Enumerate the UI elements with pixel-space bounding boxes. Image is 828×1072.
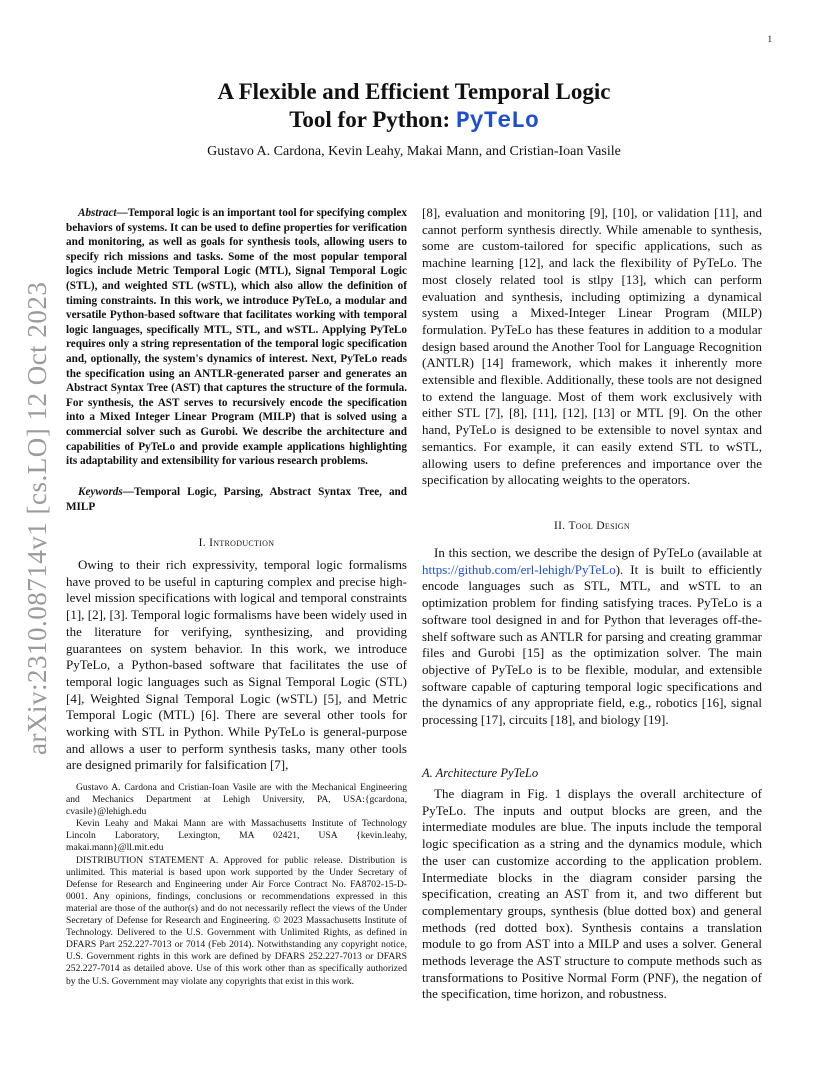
title-prefix: Tool for Python:	[289, 107, 456, 132]
footnote	[66, 782, 407, 988]
architecture-paragraph: The diagram in Fig. 1 displays the overall architecture of PyTeLo. The inputs and output blocks are green, and the intermediate modules are blue. The inputs include the temporal logic specification as a string and the dynamics module, which the user can customize according to the application problem. Intermediate blocks in the diagram consider parsing the specification, creating an AST from it, and two different but complementary groups, synthesis (blue dotted box) and general methods (red dotted box). Synthesis contains a translation module to go from AST into a MILP and uses a solver. General methods leverage the AST structure to compute methods such as transformations to Positive Normal Form (PNF), the negation of the specification, time horizon, and robustness.	[422, 786, 762, 1002]
abstract	[66, 206, 407, 469]
tool-design-text-b: ). It is built to efficiently encode languages such as STL, MTL, and wSTL to an optimization problem for finding satisfying traces. PyTeLo is a software tool designed in and for Python that leverages off-the-shelf software such as ANTLR for parsing and creating grammar files and Gurobi [15] as the optimization solver. The main objective of PyTeLo is to be flexible, modular, and extensible software capable of capturing temporal logic specifications and the dynamics of any appropriate field, e.g., robotics [16], signal processing [17], circuits [18], and biology [19].	[422, 561, 762, 728]
keywords-text: —Temporal Logic, Parsing, Abstract Syntax Tree, and MILP	[66, 486, 407, 513]
related-work-paragraph: [8], evaluation and monitoring [9], [10], or validation [11], and cannot perform synthesis directly. While amenable to synthesis, some are custom-tailored for specific applications, such as machine learning [12], and lack the flexibility of PyTeLo. The most closely related tool is stlpy [13], which can perform evaluation and synthesis, including optimizing a dynamical system using a Mixed-Integer Linear Program (MILP) formulation. PyTeLo has these features in addition to a modular design based around the Another Tool for Language Recognition (ANTLR) [14] framework, which makes it inherently more extensible and flexible. Additionally, these tools are not designed to extend the language. Most of them work exclusively with either STL [7], [8], [11], [12], [13] or MTL [9]. On the other hand, PyTeLo is designed to be extensible to novel syntax and semantics. For example, it can easily extend STL to wSTL, allowing users to define preferences and importance over the specification by allocating weights to the operators.	[422, 205, 762, 488]
author-list: Gustavo A. Cardona, Kevin Leahy, Makai Mann, and Cristian-Ioan Vasile	[207, 144, 621, 159]
abstract-label: Abstract	[78, 207, 117, 219]
abstract-text: —Temporal logic is an important tool for specifying complex behaviors of systems. It can be used to define properties for verification and monitoring, as well as goals for synthesis tools, allowing users to specify rich missions and tasks. Some of the most popular temporal logics include Metric Temporal Logic (MTL), Signal Temporal Logic (STL), and weighted STL (wSTL), which also allow the definition of timing constraints. In this work, we introduce PyTeLo, a modular and versatile Python-based software that facilitates working with temporal logic languages, specifically MTL, STL, and wSTL. Applying PyTeLo requires only a string representation of the temporal logic specification and, optionally, the system's dynamics of interest. Next, PyTeLo reads the specification using an ANTLR-generated parser and generates an Abstract Syntax Tree (AST) that captures the structure of the formula. For synthesis, the AST serves to recursively encode the specification into a Mixed Integer Linear Program (MILP) that is solved using a commercial solver such as Gurobi. We describe the architecture and capabilities of PyTeLo and provide example applications highlighting its adaptability and extensibility for various research problems.	[66, 207, 407, 468]
subsection-heading-architecture: A. Architecture PyTeLo	[422, 766, 539, 780]
github-link[interactable]: https://github.com/erl-lehigh/PyTeLo	[422, 561, 616, 577]
footnote-affiliation-1: Gustavo A. Cardona and Cristian-Ioan Vasile are with the Mechanical Engineering and Mechanics Department at Lehigh University, PA, USA:{gcardona, cvasile}@lehigh.edu	[66, 782, 407, 818]
keywords-label: Keywords	[78, 486, 123, 498]
tool-design-paragraph	[422, 545, 762, 729]
tool-design-text-a: In this section, we describe the design of PyTeLo (available at	[434, 545, 762, 560]
arxiv-stamp: arXiv:2310.08714v1 [cs.LO] 12 Oct 2023	[22, 281, 52, 755]
title-line-1: A Flexible and Efficient Temporal Logic	[217, 79, 611, 104]
section-heading-tool-design: II. Tool Design	[554, 520, 630, 532]
tool-name: PyTeLo	[455, 108, 539, 134]
intro-paragraph: Owing to their rich expressivity, temporal logic formalisms have proved to be useful in capturing complex and precise high-level mission specifications with logical and temporal constraints [1], [2], [3]. Temporal logic formalisms have been widely used in the literature for verifying, synthesizing, and providing guarantees on system behavior. In this work, we introduce PyTeLo, a Python-based software that facilitates the use of temporal logic languages such as Signal Temporal Logic (STL) [4], Weighted Signal Temporal Logic (wSTL) [5], and Metric Temporal Logic (MTL) [6]. There are several other tools for working with STL in Python. While PyTeLo is general-purpose and allows a user to perform synthesis tasks, many other tools are designed primarily for falsification [7],	[66, 557, 407, 773]
section-heading-introduction: I. Introduction	[198, 537, 275, 549]
footnote-affiliation-2: Kevin Leahy and Makai Mann are with Massachusetts Institute of Technology Lincoln Laboratory, Lexington, MA 02421, USA {kevin.leahy, makai.mann}@ll.mit.edu	[66, 818, 407, 854]
keywords	[66, 485, 407, 514]
page-number: 1	[767, 34, 772, 44]
title-line-2	[114, 106, 714, 135]
paper-title	[114, 78, 714, 135]
footnote-distribution: DISTRIBUTION STATEMENT A. Approved for public release. Distribution is unlimited. This material is based upon work supported by the Under Secretary of Defense for Research and Engineering under Air Force Contract No. FA8702-15-D-0001. Any opinions, findings, conclusions or recommendations expressed in this material are those of the author(s) and do not necessarily reflect the views of the Under Secretary of Defense for Research and Engineering. © 2023 Massachusetts Institute of Technology. Delivered to the U.S. Government with Unlimited Rights, as defined in DFARS Part 252.227-7013 or 7014 (Feb 2014). Notwithstanding any copyright notice, U.S. Government rights in this work are defined by DFARS 252.227-7013 or DFARS 252.227-7014 as detailed above. Use of this work other than as specifically authorized by the U.S. Government may violate any copyrights that exist in this work.	[66, 854, 407, 987]
